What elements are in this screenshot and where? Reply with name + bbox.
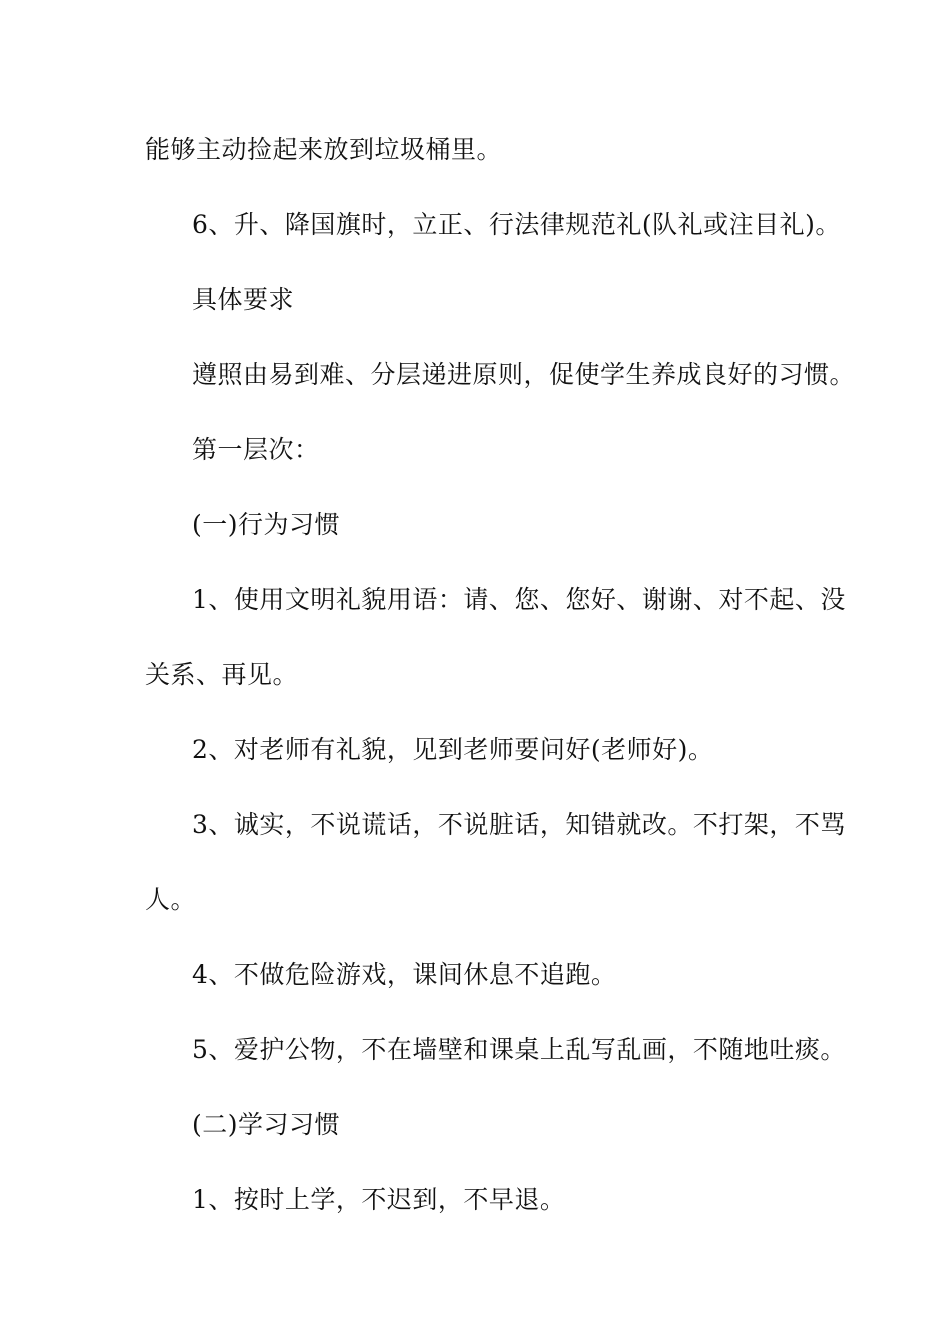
list-item-3-continuation: 人。 <box>145 885 197 914</box>
study-item-1: 1、按时上学，不迟到，不早退。 <box>192 1185 566 1214</box>
list-item-5: 5、爱护公物，不在墙壁和课桌上乱写乱画，不随地吐痰。 <box>192 1035 846 1064</box>
text-line-item-6: 6、升、降国旗时，立正、行法律规范礼(队礼或注目礼)。 <box>192 210 841 239</box>
subheading-behavior-habits: (一)行为习惯 <box>192 510 341 539</box>
section-heading-requirements: 具体要求 <box>192 285 295 314</box>
subheading-study-habits: (二)学习习惯 <box>192 1110 341 1139</box>
text-line-principle: 遵照由易到难、分层递进原则，促使学生养成良好的习惯。 <box>192 360 856 389</box>
list-item-4: 4、不做危险游戏，课间休息不追跑。 <box>192 960 617 989</box>
list-item-1-start: 1、使用文明礼貌用语：请、您、您好、谢谢、对不起、没 <box>192 585 846 614</box>
list-item-2: 2、对老师有礼貌，见到老师要问好(老师好)。 <box>192 735 714 764</box>
list-item-1-continuation: 关系、再见。 <box>145 660 299 689</box>
level-heading-first: 第一层次： <box>192 435 320 464</box>
list-item-3-start: 3、诚实，不说谎话，不说脏话，知错就改。不打架，不骂 <box>192 810 846 839</box>
text-line-continuation: 能够主动捡起来放到垃圾桶里。 <box>145 135 503 164</box>
